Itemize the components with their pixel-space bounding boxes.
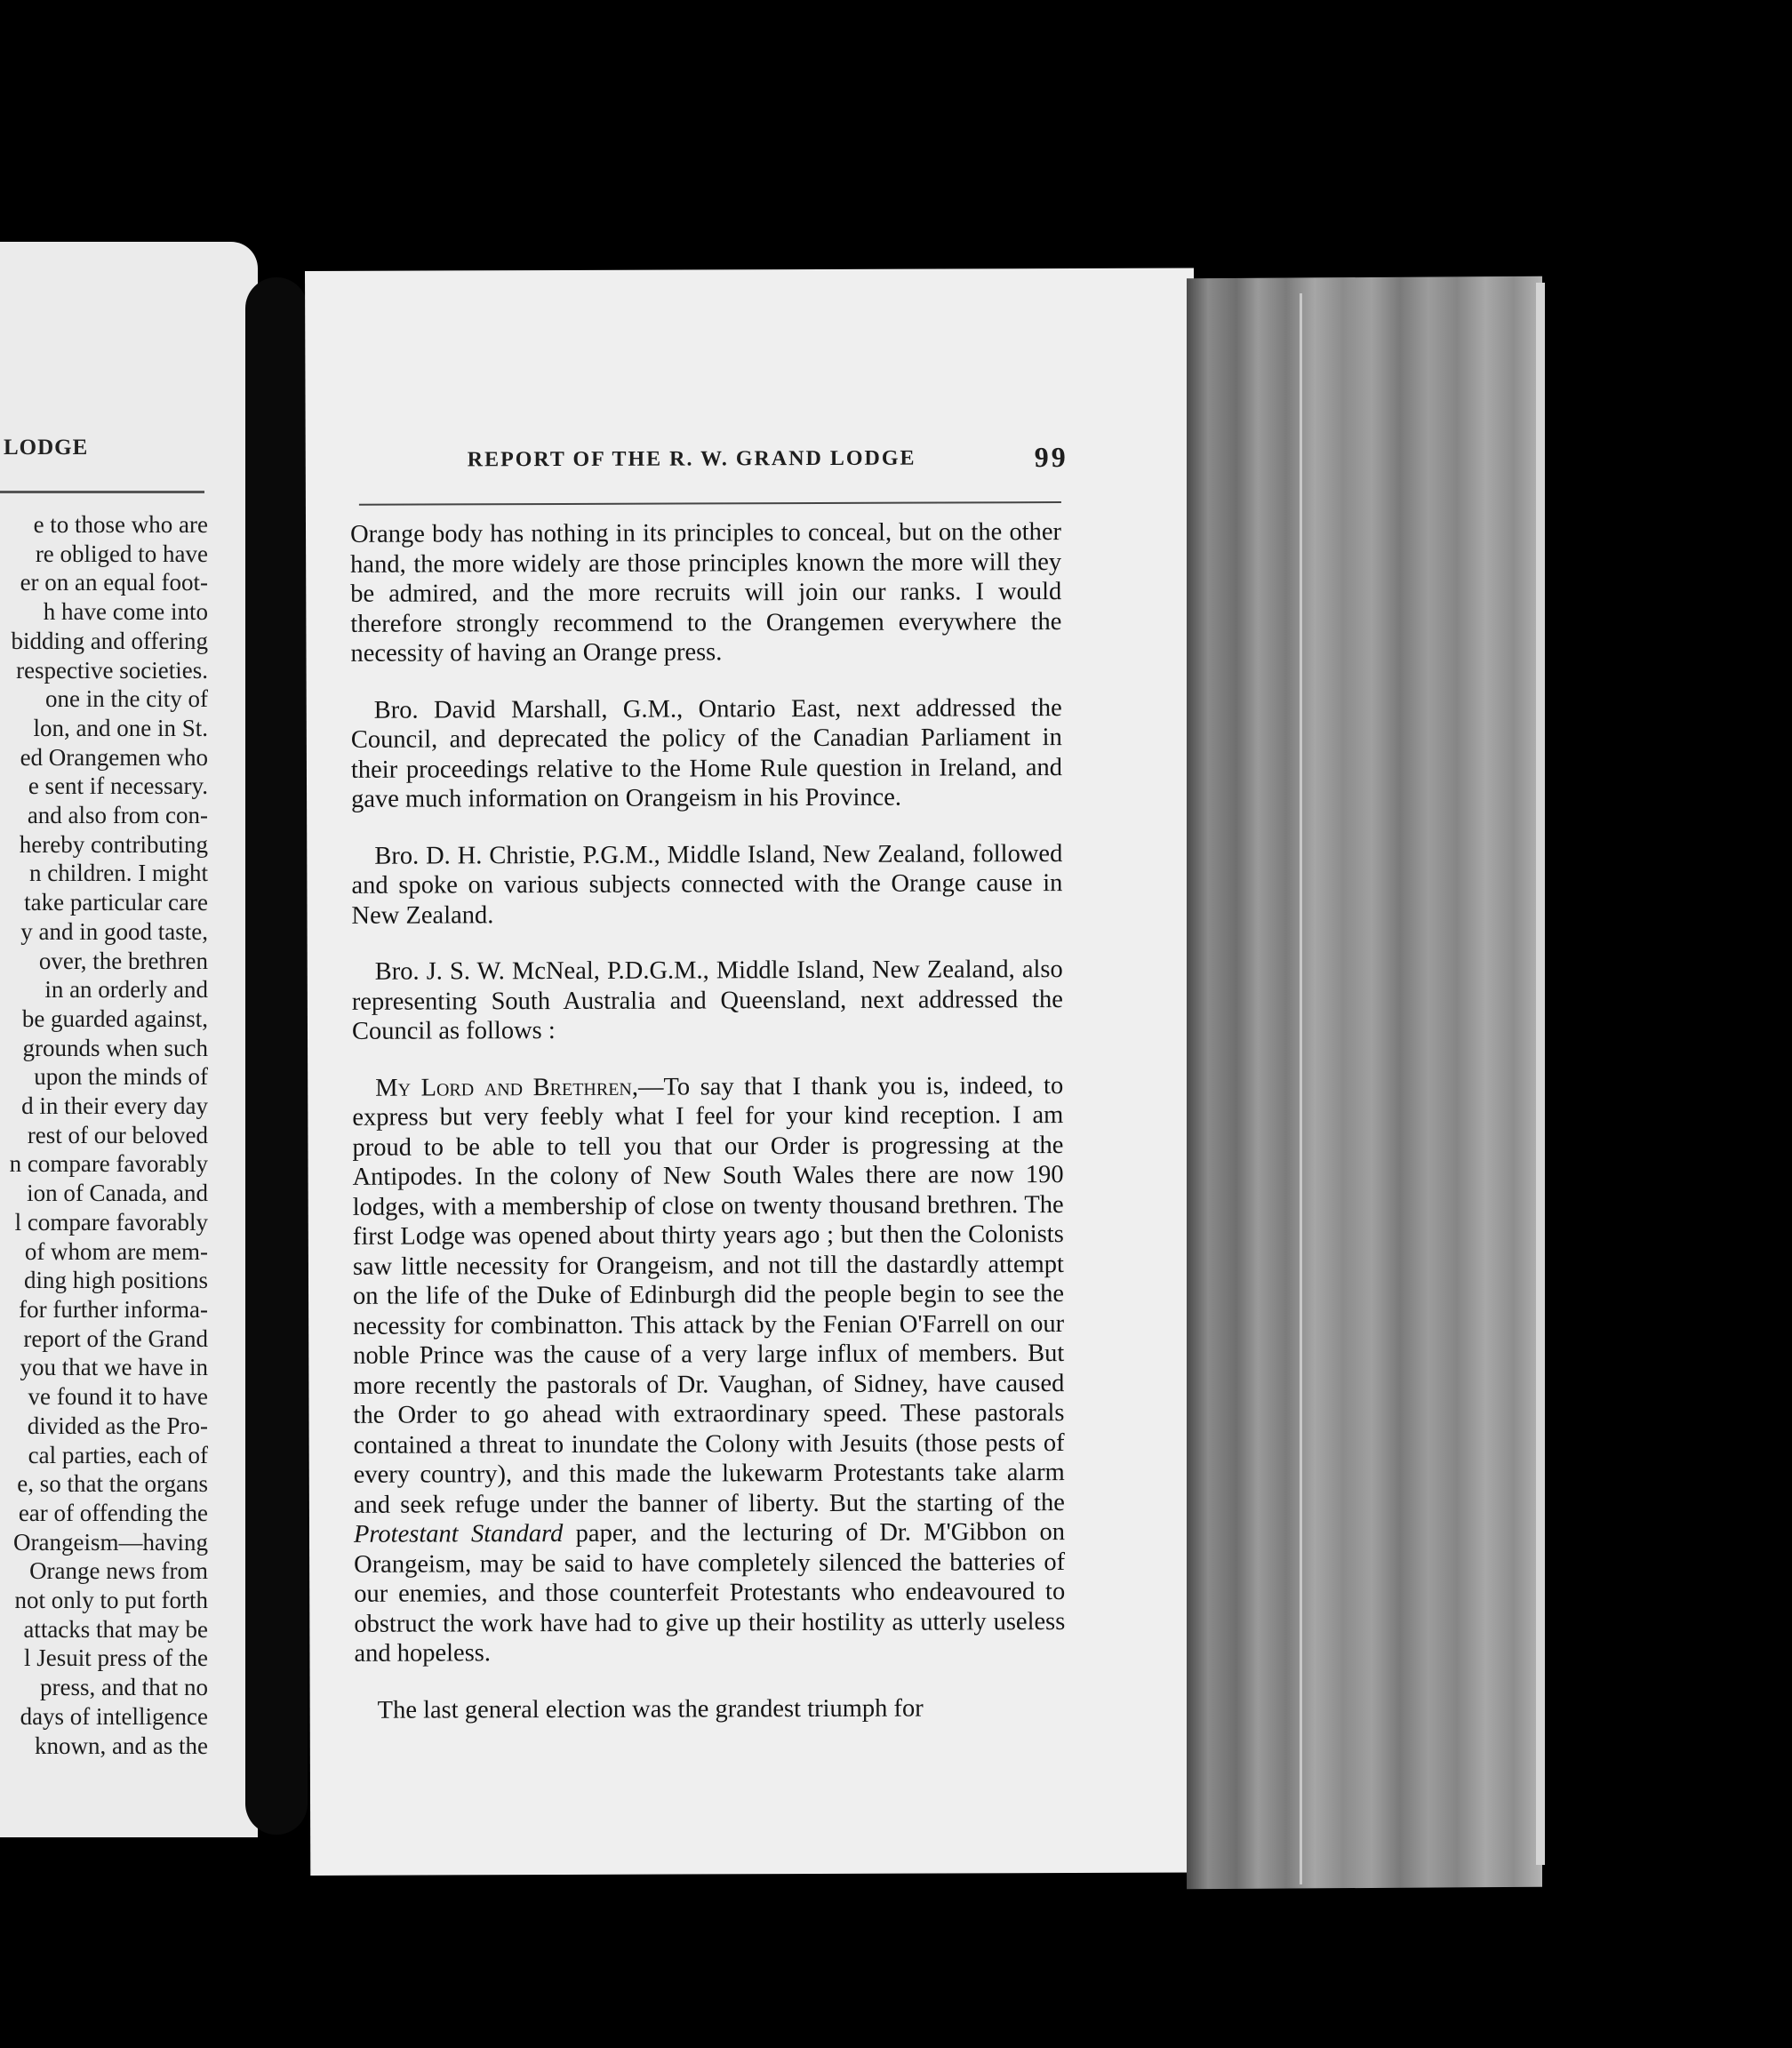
left-text-line: d in their every day [21, 1092, 208, 1120]
left-text-line: divided as the Pro- [27, 1412, 208, 1439]
left-text-line: not only to put forth [14, 1587, 208, 1614]
left-header-rule [0, 491, 204, 493]
left-text-line: known, and as the [35, 1732, 208, 1759]
left-running-head: LODGE [4, 436, 89, 460]
left-text-line: respective societies. [16, 656, 208, 684]
page-body [350, 517, 1066, 1752]
left-text-line: take particular care [24, 889, 208, 916]
speech-italic-title: Protestant Standard [353, 1519, 564, 1548]
left-text-line: hereby contributing [19, 830, 208, 858]
left-text-line: ion of Canada, and [27, 1180, 208, 1207]
speech-text-2: paper, and the lecturing of Dr. M'Gibbon on Orangeism, may be said to have completely silenced the batteries of our enemies, and those counterfeit Protestants who endeavoured to obstruct the work have had to give up their hostility as utterly useless and hopeless. [354, 1518, 1066, 1668]
left-text-line: y and in good taste, [20, 917, 208, 945]
page-edges [1187, 276, 1542, 1889]
left-text-line: l compare favorably [14, 1208, 208, 1236]
paragraph-1: Orange body has nothing in its principles to conceal, but on the other hand, the more widely are those principles known the more will they be admired, and the more recruits will join our ranks. I would therefore strongly recommend to the Orangemen everywhere the necessity of having an Orange press. [349, 518, 1062, 668]
left-text-line: bidding and offering [11, 627, 208, 654]
left-text-line: rest of our beloved [27, 1121, 208, 1148]
left-text-line: attacks that may be [23, 1615, 208, 1643]
left-text-line: lon, and one in St. [33, 714, 208, 741]
paragraph-4: Bro. J. S. W. McNeal, P.D.G.M., Middle Island, New Zealand, also representing South Australia and Queensland, next addressed the Council as follows : [351, 956, 1063, 1045]
left-text-line: n compare favorably [9, 1150, 208, 1178]
left-text-line: grounds when such [22, 1034, 208, 1061]
page-number: 99 [1034, 441, 1068, 474]
header-rule [359, 501, 1061, 506]
paragraph-2: Bro. David Marshall, G.M., Ontario East, next addressed the Council, and deprecated the policy of the Canadian Parliament in their proceedings relative to the Home Rule question in Ireland, and gave much information on Orangeism in his Province. [350, 693, 1063, 813]
left-text-line: and also from con- [27, 802, 208, 829]
left-text-line: Orangeism—having [13, 1528, 208, 1556]
left-text-line: over, the brethren [38, 947, 208, 974]
book-gutter [245, 277, 308, 1835]
left-text-line: e, so that the organs [17, 1470, 208, 1498]
last-line: The last general election was the grandest triumph for [377, 1694, 924, 1724]
cover-edge [1536, 283, 1545, 1865]
left-text-line: e to those who are [33, 511, 208, 538]
page-edges-highlight [1300, 293, 1302, 1884]
left-text-line: ve found it to have [28, 1383, 208, 1411]
left-text-line: l Jesuit press of the [24, 1644, 208, 1672]
left-text-line: re obliged to have [35, 540, 208, 567]
left-text-line: press, and that no [40, 1674, 208, 1701]
left-text-line: upon the minds of [34, 1063, 208, 1091]
left-text-line: one in the city of [45, 685, 208, 713]
paragraph-3: Bro. D. H. Christie, P.G.M., Middle Island, New Zealand, followed and spoke on various subjects connected with the Orange cause in New Zealand. [351, 839, 1063, 930]
left-text-line: of whom are mem- [24, 1237, 208, 1265]
left-page-text [10, 510, 208, 1760]
speech-paragraph [352, 1071, 1065, 1669]
left-text-line: e sent if necessary. [28, 772, 208, 800]
speech-salutation: My Lord and Brethren, [375, 1073, 639, 1102]
left-text-line: you that we have in [20, 1354, 208, 1381]
left-text-line: cal parties, each of [28, 1441, 208, 1468]
left-text-line: be guarded against, [21, 1004, 208, 1032]
running-head: REPORT OF THE R. W. GRAND LODGE [467, 446, 916, 472]
left-text-line: ear of offending the [18, 1499, 208, 1526]
left-text-line: ding high positions [23, 1267, 208, 1294]
left-text-line: Orange news from [29, 1557, 208, 1585]
left-text-line: days of intelligence [20, 1702, 208, 1730]
left-text-line: er on an equal foot- [20, 569, 208, 596]
right-page [305, 268, 1199, 1876]
left-text-line: for further informa- [19, 1295, 208, 1323]
left-text-line: in an orderly and [44, 976, 208, 1004]
left-page [0, 242, 258, 1837]
left-text-line: report of the Grand [23, 1324, 208, 1352]
left-text-line: n children. I might [29, 860, 208, 887]
left-text-line: h have come into [43, 598, 208, 626]
left-text-line: ed Orangemen who [20, 743, 208, 771]
speech-text-1: —To say that I thank you is, indeed, to express but very feebly what I feel for your kind reception. I am proud to be able to tell you that our Order is progressing at the Antipodes. In the colony of New South Wales there are now 190 lodges, with a membership of close on twenty thousand brethren. The first Lodge was opened about thirty years ago ; but then the Colonists saw little necessity for Orangeism, and not till the dastardly attempt on the life of the Duke of Edinburgh did the people begin to see the necessity for combinatton. This attack by the Fenian O'Farrell on our noble Prince was the cause of a very large influx of members. But more recently the pastorals of Dr. Vaughan, of Sidney, have caused the Order to go ahead with extraordinary speed. These pastorals contained a threat to inundate the Colony with Jesuits (those pests of every country), and this made the lukewarm Protestants take alarm and seek refuge under the banner of liberty. But the starting of the [352, 1071, 1065, 1519]
